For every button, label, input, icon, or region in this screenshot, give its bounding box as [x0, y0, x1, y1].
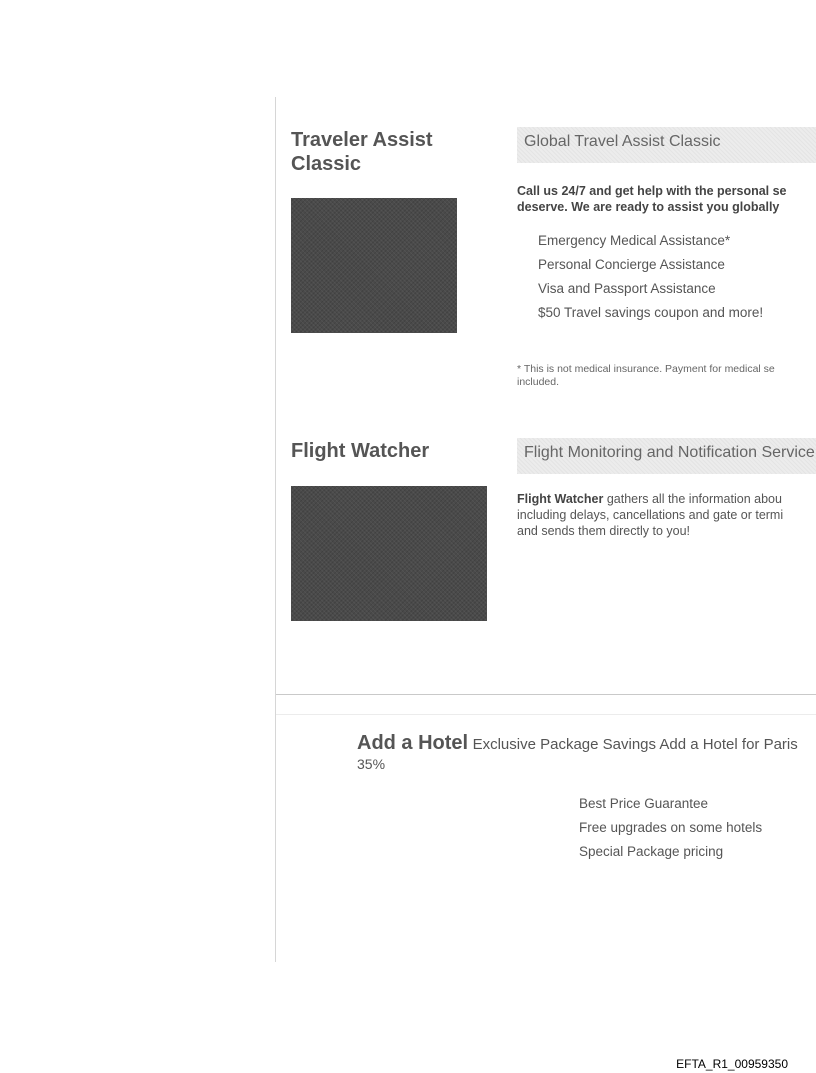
footnote-line2: included. — [517, 376, 560, 388]
traveler-assist-description — [517, 183, 816, 215]
hotel-discount-percent: 35% — [357, 756, 386, 772]
flight-watcher-desc-line1: gathers all the information abou — [603, 492, 782, 506]
traveler-assist-title-line1: Traveler Assist — [291, 129, 433, 151]
hotel-benefits-list — [579, 795, 762, 867]
hotel-subtitle: Exclusive Package Savings Add a Hotel for Paris — [472, 736, 798, 753]
hotel-title: Add a Hotel — [357, 732, 469, 754]
traveler-assist-image — [291, 198, 457, 333]
list-item: Visa and Passport Assistance — [538, 281, 716, 296]
traveler-assist-footnote — [517, 363, 816, 389]
list-item: Free upgrades on some hotels — [579, 820, 763, 835]
list-item: Best Price Guarantee — [579, 796, 709, 811]
traveler-assist-desc-line1: Call us 24/7 and get help with the personal se — [517, 184, 787, 198]
flight-watcher-title: Flight Watcher — [291, 440, 430, 462]
left-border-line — [275, 97, 276, 962]
list-item: Emergency Medical Assistance* — [538, 233, 731, 248]
list-item: $50 Travel savings coupon and more! — [538, 305, 764, 320]
list-item: Personal Concierge Assistance — [538, 257, 725, 272]
list-item: Special Package pricing — [579, 844, 724, 859]
flight-watcher-desc-line3: and sends them directly to you! — [517, 524, 691, 538]
traveler-assist-desc-line2: deserve. We are ready to assist you globally — [517, 200, 780, 214]
traveler-assist-banner-text: Global Travel Assist Classic — [524, 133, 721, 150]
section-divider-light — [276, 714, 816, 715]
flight-watcher-description — [517, 491, 816, 539]
flight-watcher-banner — [517, 438, 816, 474]
footnote-line1: * This is not medical insurance. Payment for medical se — [517, 363, 775, 375]
traveler-assist-banner — [517, 127, 816, 163]
flight-watcher-desc-line2: including delays, cancellations and gate or termi — [517, 508, 784, 522]
traveler-assist-title — [291, 128, 433, 176]
traveler-assist-title-line2: Classic — [291, 153, 362, 175]
flight-watcher-image — [291, 486, 487, 621]
document-id: EFTA_R1_00959350 — [676, 1057, 788, 1071]
traveler-assist-benefits-list — [538, 232, 763, 328]
flight-watcher-banner-text: Flight Monitoring and Notification Service — [524, 444, 815, 461]
hotel-heading — [357, 732, 798, 755]
flight-watcher-desc-bold: Flight Watcher — [517, 492, 604, 506]
section-divider — [276, 694, 816, 695]
